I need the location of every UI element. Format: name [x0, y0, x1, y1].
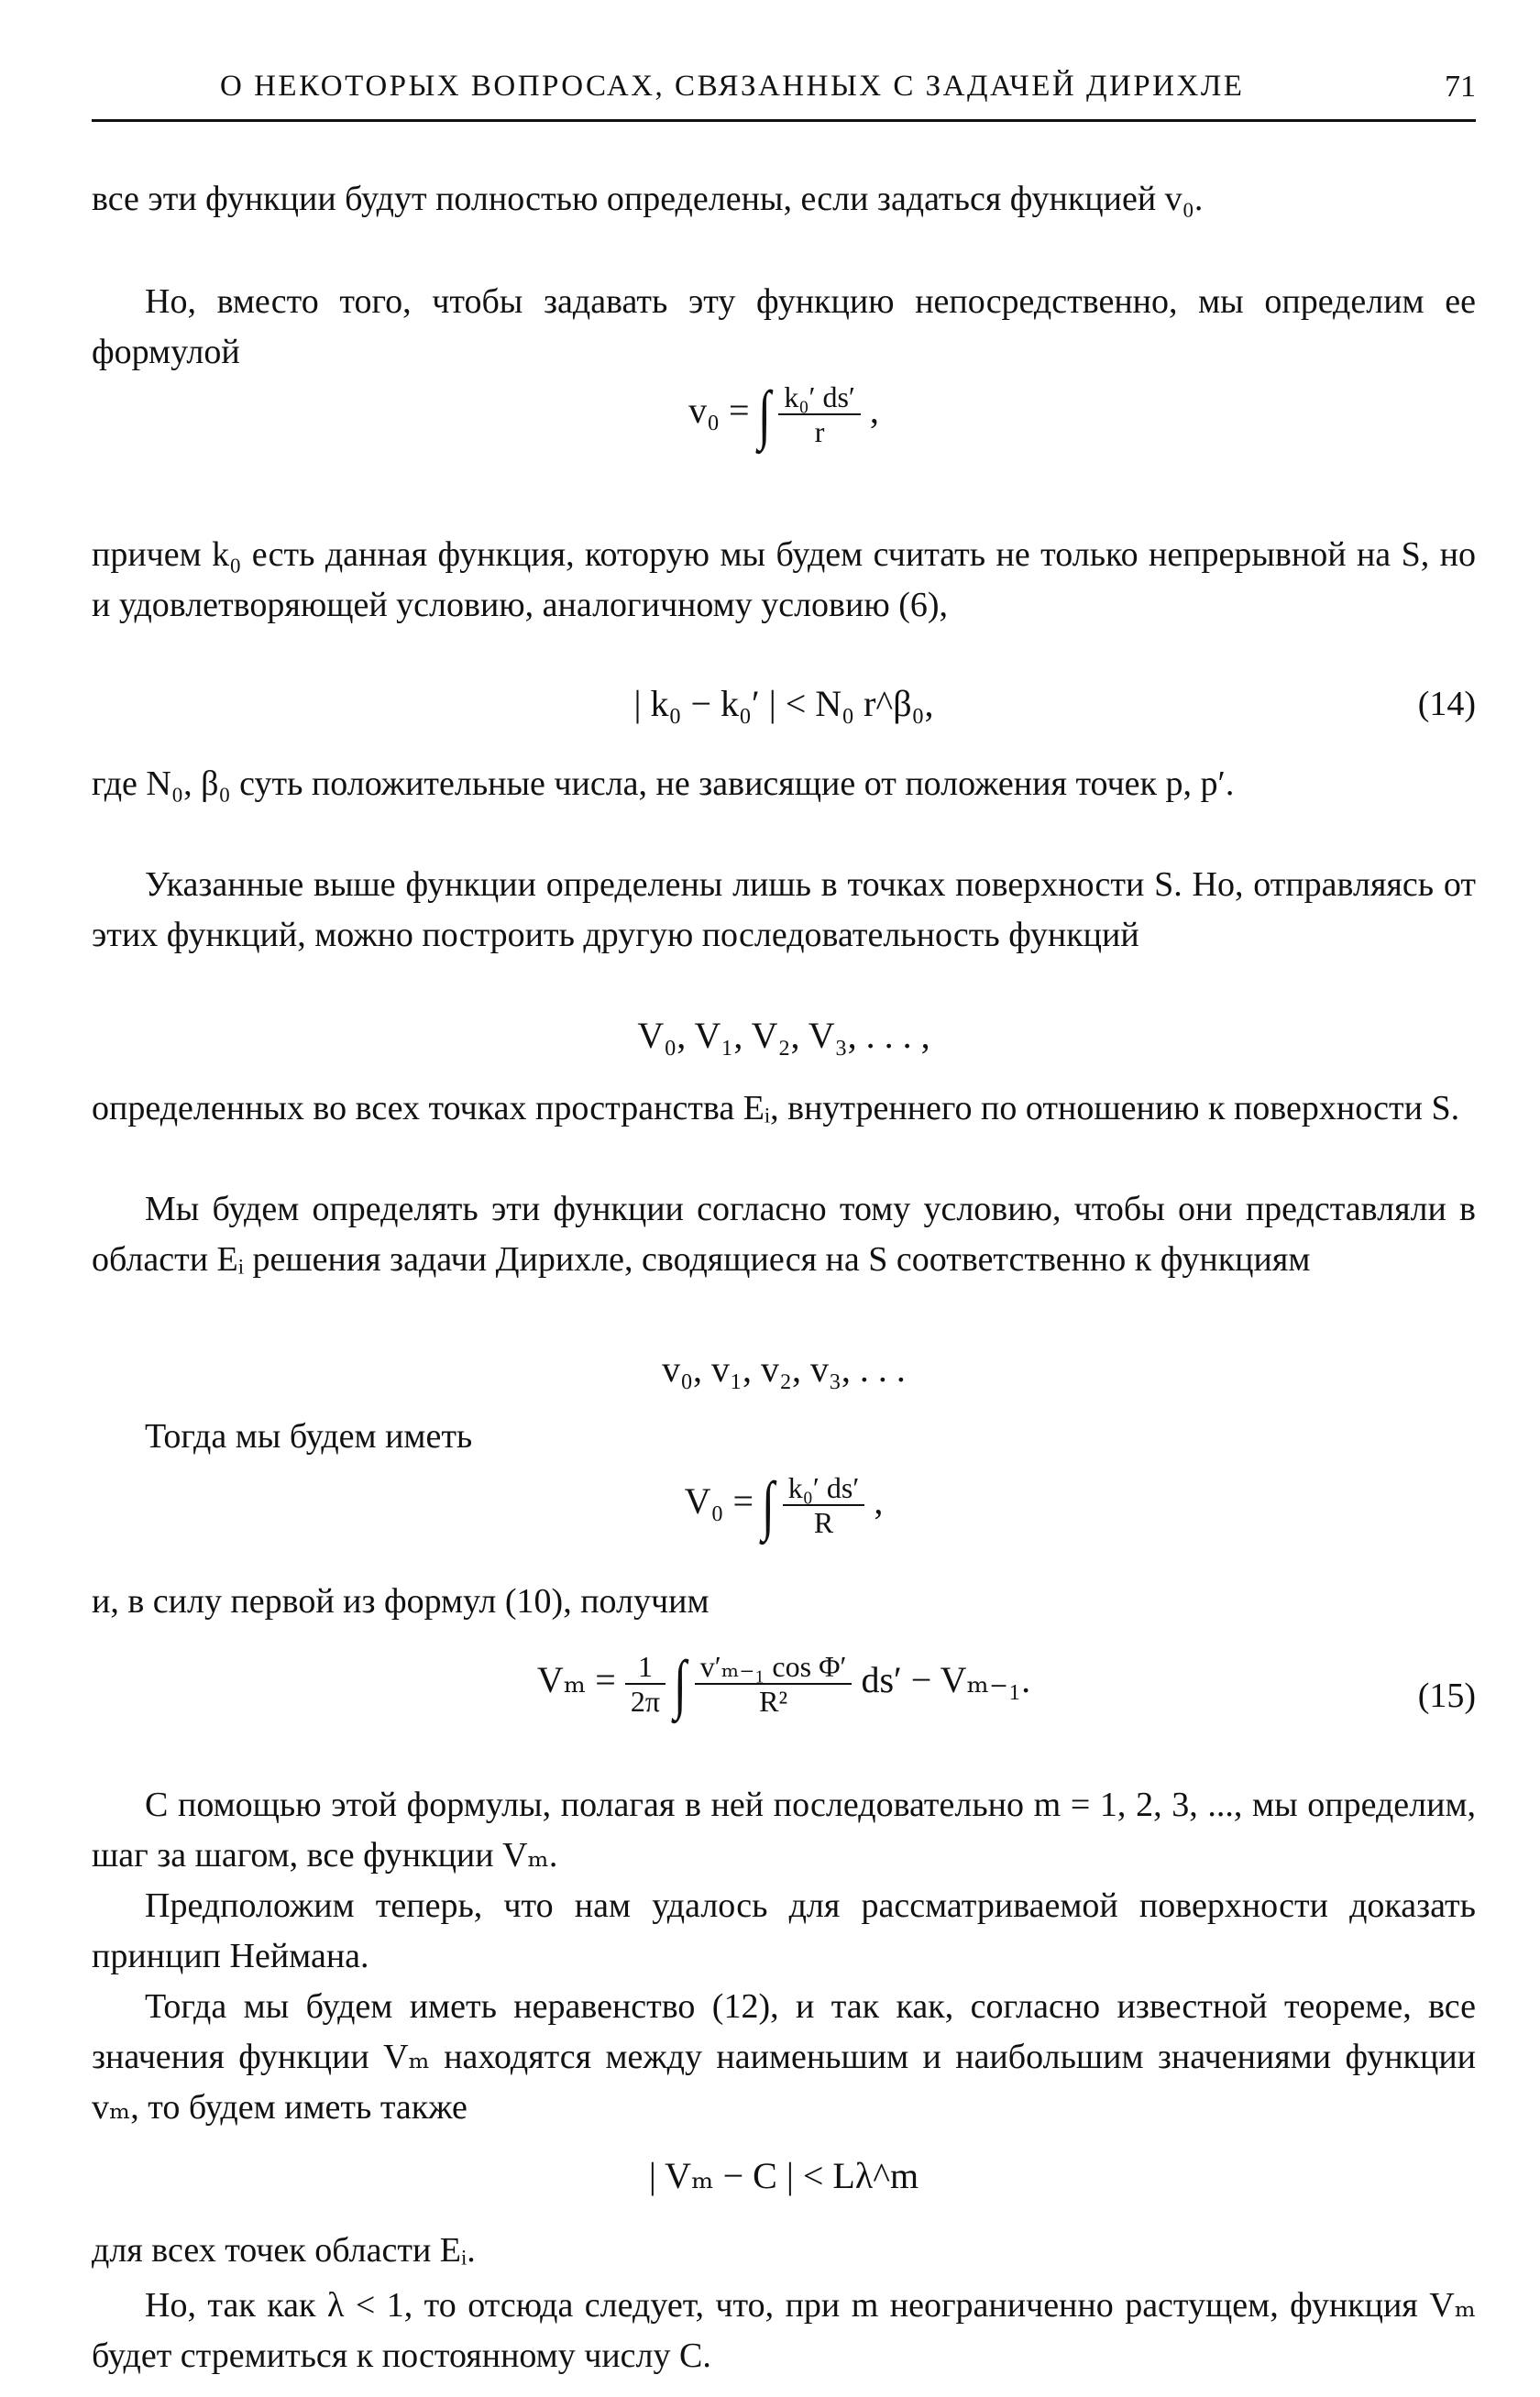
- paragraph-1: все эти функции будут полностью определены, если задаться функцией v₀.: [92, 180, 1204, 218]
- paragraph-2: Но, вместо того, чтобы задавать эту функцию непосредственно, мы определим ее формулой: [92, 282, 1476, 371]
- formula-v0-lhs: v₀ =: [688, 390, 750, 432]
- formula-V0-fraction: [783, 1471, 865, 1539]
- formula-15-fraction: [695, 1650, 852, 1718]
- page-number: 71: [1445, 70, 1476, 104]
- paragraph-6: определенных во всех точках пространства Eᵢ, внутреннего по отношению к поверхности S.: [92, 1089, 1460, 1127]
- formula-14: [92, 682, 1476, 725]
- paragraph-5: Указанные выше функции определены лишь в точках поверхности S. Но, отправляясь от этих функций, можно построить другую последовательность функций: [92, 865, 1476, 954]
- formula-15-numerator: v′ₘ₋₁ cos Φ′: [695, 1650, 852, 1685]
- formula-v0: v₀ = ∫ $\frac{\text{k₀′ ds′}}{r}$ ,: [688, 378, 879, 451]
- formula-15-coef-numerator: 1: [625, 1650, 666, 1685]
- formula-15-coef-denominator: 2π: [630, 1685, 661, 1718]
- paragraph-9: и, в силу первой из формул (10), получим: [92, 1582, 710, 1621]
- formula-V0-lhs: V₀ =: [684, 1480, 754, 1523]
- paragraph-13: для всех точек области Eᵢ.: [92, 2231, 476, 2270]
- paragraph-10: С помощью этой формулы, полагая в ней последовательно m = 1, 2, 3, ..., мы определим, шаг за шагом, все функции Vₘ.: [92, 1786, 1476, 1875]
- formula-15-denominator: R²: [759, 1685, 788, 1718]
- page: [92, 55, 1476, 2375]
- formula-v0-fraction: [778, 380, 861, 448]
- equation-number-14: (14): [1417, 685, 1476, 723]
- formula-v0-numerator: k₀′ ds′: [778, 380, 861, 415]
- integral-sign: ∫: [761, 1468, 775, 1542]
- formula-final-inequality: [92, 2154, 1476, 2197]
- running-title: О НЕКОТОРЫХ ВОПРОСАХ, СВЯЗАННЫХ С ЗАДАЧЕЙ ДИРИХЛЕ: [220, 70, 1245, 103]
- v-sequence: v₀, v₁, v₂, v₃, . . .: [662, 1348, 906, 1390]
- formula-V0: V₀ = ∫ $\frac{\text{k₀′ ds′}}{R}$ ,: [684, 1468, 884, 1542]
- formula-15: [92, 1647, 1476, 1721]
- integral-sign: ∫: [757, 378, 771, 451]
- formula-14-expression: | k₀ − k₀′ | < N₀ r^β₀,: [633, 683, 934, 724]
- paragraph-12: Тогда мы будем иметь неравенство (12), и так как, согласно известной теореме, все значения функции Vₘ находятся между наименьшим и наибольшим значениями функции vₘ, то будем иметь также: [92, 1987, 1476, 2127]
- paragraph-14: Но, так как λ < 1, то отсюда следует, что, при m неограниченно растущем, функция Vₘ будет стремиться к постоянному числу C.: [92, 2286, 1476, 2375]
- formula-15-coefficient: [625, 1650, 666, 1718]
- formula-V-sequence: [92, 1014, 1476, 1057]
- equation-number-15: (15): [1417, 1677, 1476, 1715]
- formula-v-sequence: [92, 1347, 1476, 1391]
- final-inequality: | Vₘ − C | < Lλ^m: [648, 2155, 919, 2196]
- formula-15-lhs: Vₘ =: [536, 1659, 616, 1701]
- formula-v0-denominator: r: [814, 415, 825, 448]
- formula-V0-numerator: k₀′ ds′: [783, 1471, 865, 1506]
- paragraph-3: причем k₀ есть данная функция, которую мы будем считать не только непрерывной на S, но и удовлетворяющей условию, аналогичному условию (6),: [92, 535, 1476, 624]
- formula-V0-denominator: R: [813, 1506, 834, 1539]
- running-header: [92, 64, 1476, 122]
- paragraph-4: где N₀, β₀ суть положительные числа, не зависящие от положения точек p, p′.: [92, 764, 1235, 803]
- paragraph-11: Предположим теперь, что нам удалось для рассматриваемой поверхности доказать принцип Неймана.: [92, 1886, 1476, 1975]
- integral-sign: ∫: [673, 1647, 687, 1721]
- formula-15-tail: ds′ − Vₘ₋₁.: [861, 1659, 1031, 1701]
- paragraph-8: Тогда мы будем иметь: [145, 1417, 473, 1456]
- V-sequence: V₀, V₁, V₂, V₃, . . . ,: [637, 1015, 930, 1056]
- paragraph-7: Мы будем определять эти функции согласно тому условию, чтобы они представляли в области Eᵢ решения задачи Дирихле, сводящиеся на S соответственно к функциям: [92, 1190, 1476, 1279]
